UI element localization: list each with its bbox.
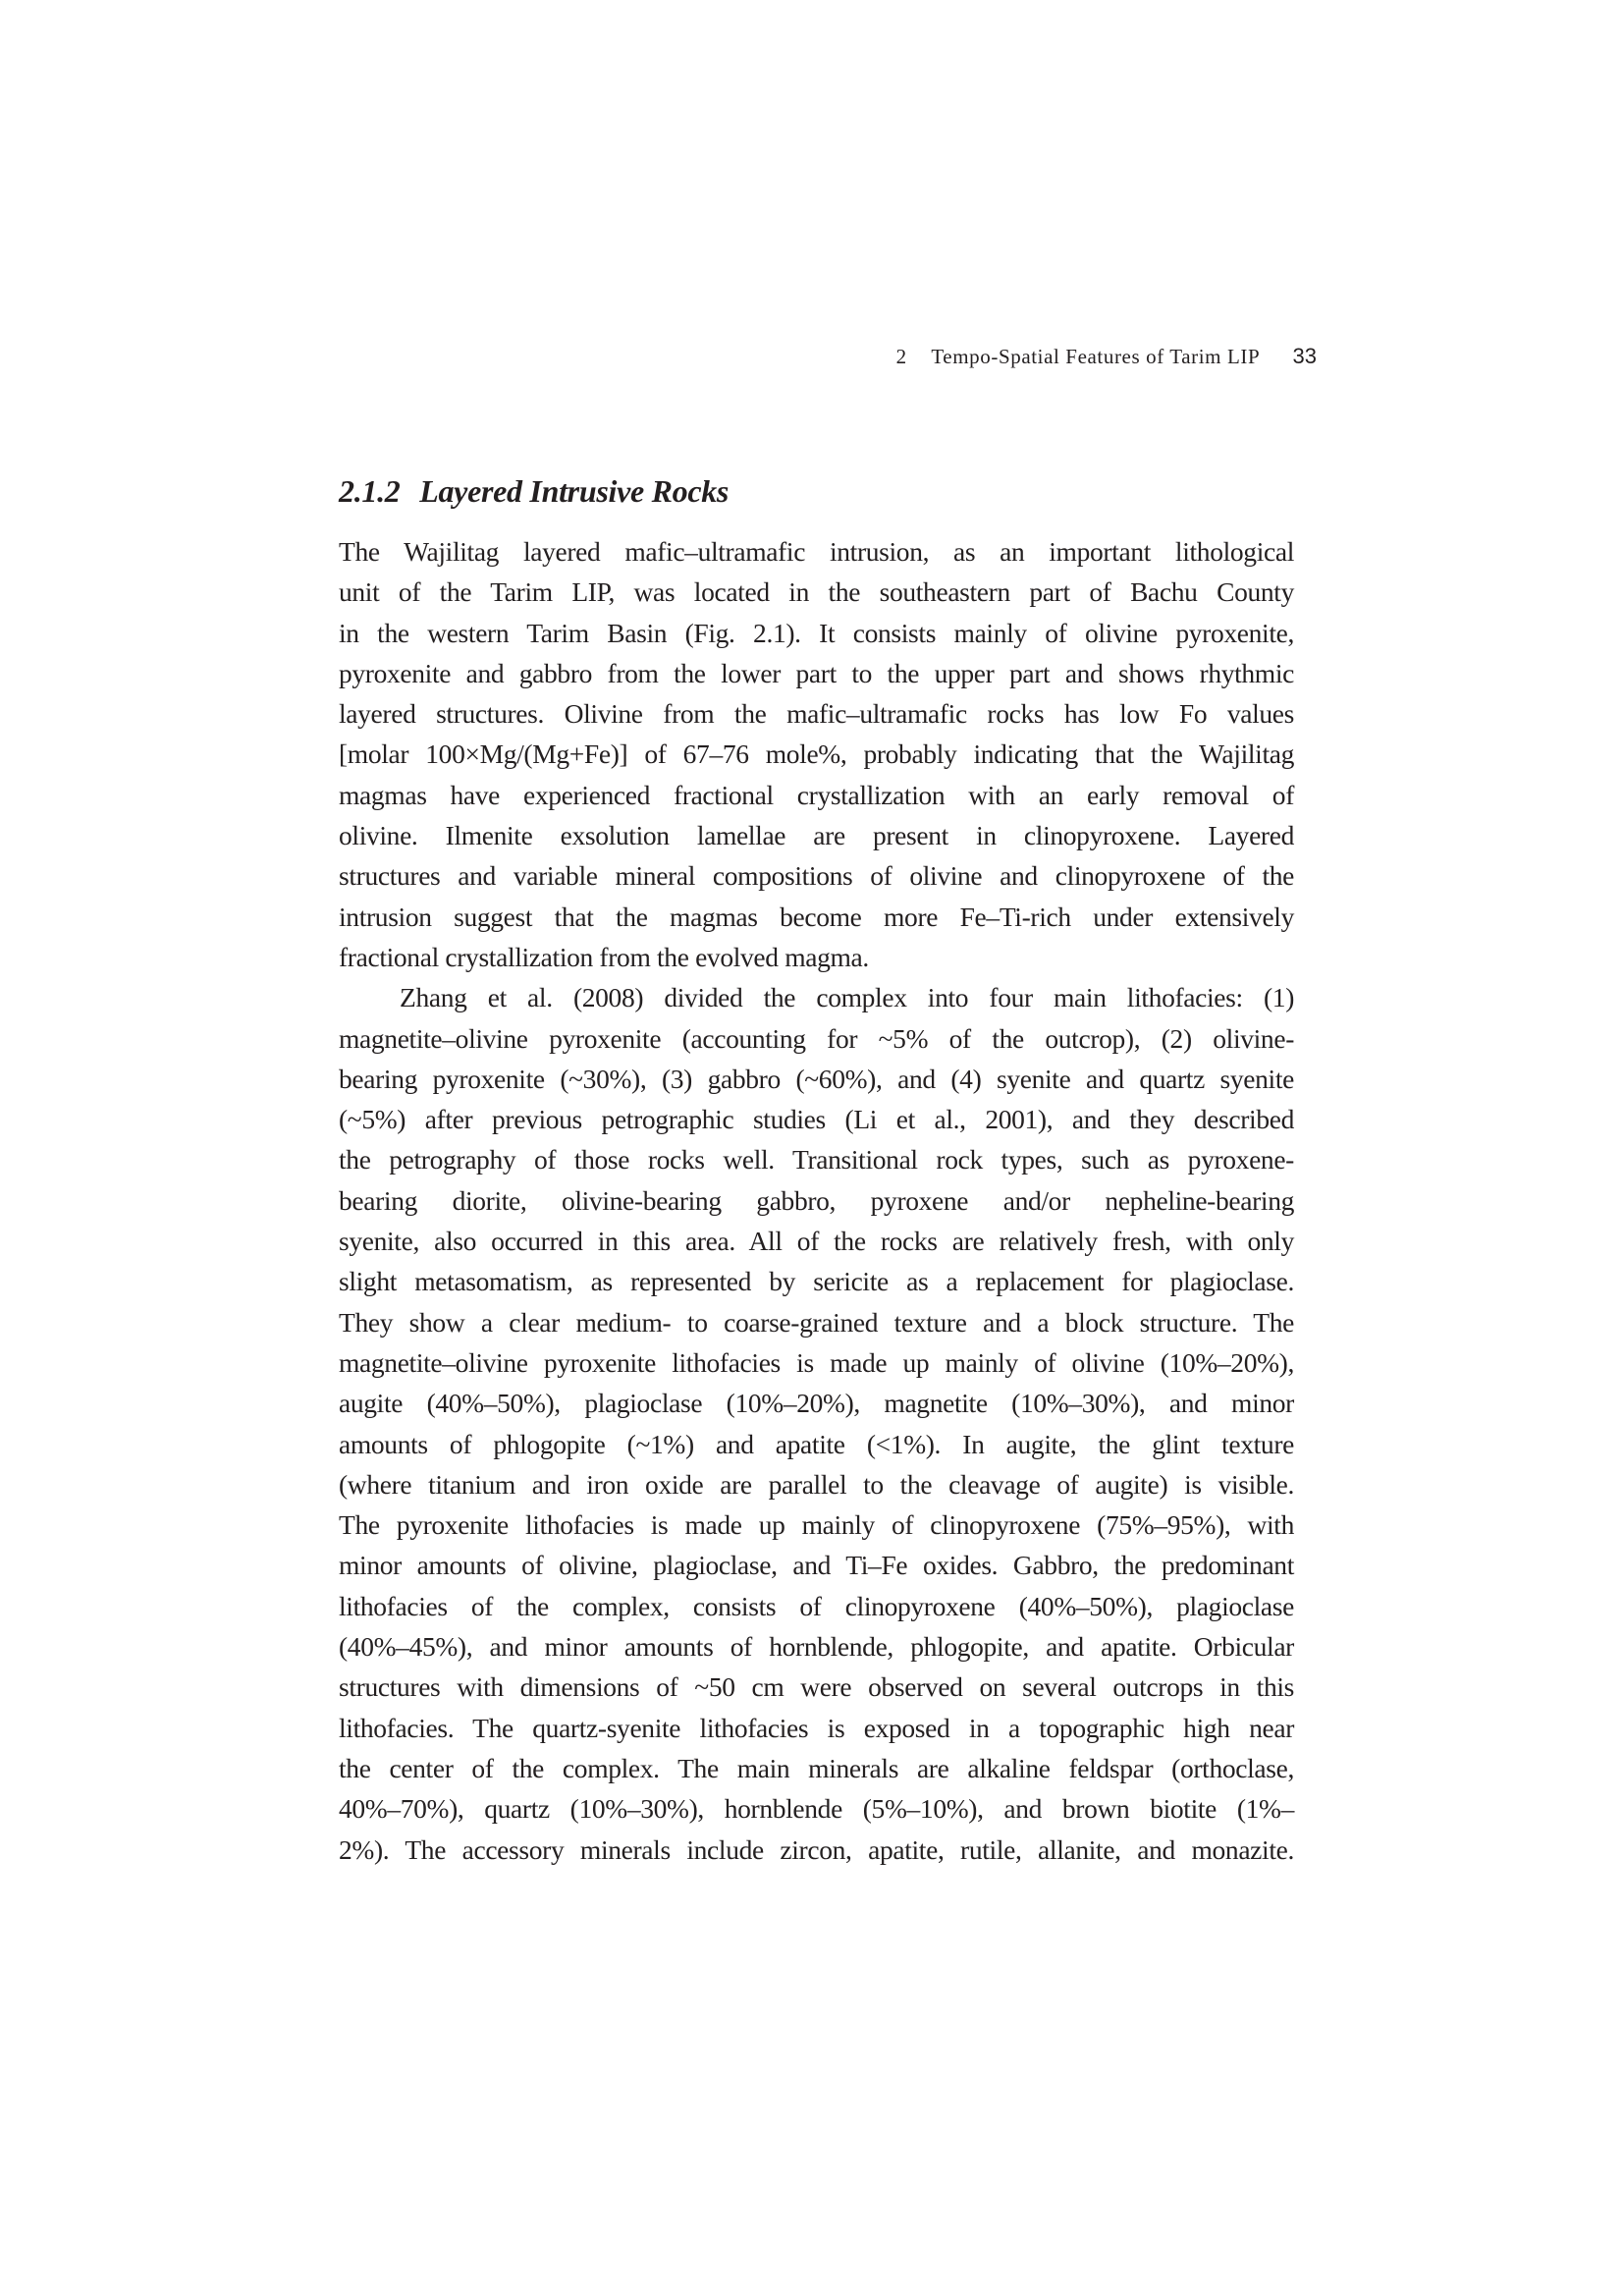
text-line: magnetite–olivine pyroxenite lithofacies is made up mainly of olivine (10%–20%), (339, 1346, 1294, 1378)
text-line: 2%). The accessory minerals include zircon, apatite, rutile, allanite, and monazite. (339, 1833, 1294, 1865)
page-number: 33 (1292, 344, 1317, 368)
text-line: The Wajilitag layered mafic–ultramafic intrusion, as an important lithological (339, 536, 1294, 567)
text-line: lithofacies of the complex, consists of clinopyroxene (40%–50%), plagioclase (339, 1590, 1294, 1621)
text-line: structures with dimensions of ~50 cm were observed on several outcrops in this (339, 1671, 1294, 1703)
text-line: 40%–70%), quartz (10%–30%), hornblende (5%–10%), and brown biotite (1%– (339, 1793, 1294, 1825)
text-line: slight metasomatism, as represented by sericite as a replacement for plagioclase. (339, 1266, 1294, 1297)
body-text (339, 531, 1294, 1870)
text-line: minor amounts of olivine, plagioclase, and Ti–Fe oxides. Gabbro, the predominant (339, 1550, 1294, 1581)
text-line: magnetite–olivine pyroxenite (accounting for ~5% of the outcrop), (2) olivine- (339, 1022, 1294, 1054)
section-number: 2.1.2 (339, 473, 401, 509)
text-line: pyroxenite and gabbro from the lower part to the upper part and shows rhythmic (339, 657, 1294, 688)
text-line: They show a clear medium- to coarse-grained texture and a block structure. The (339, 1306, 1294, 1338)
text-line: [molar 100×Mg/(Mg+Fe)] of 67–76 mole%, probably indicating that the Wajilitag (339, 738, 1294, 770)
text-line: fractional crystallization from the evolved magma. (339, 941, 869, 972)
text-line: olivine. Ilmenite exsolution lamellae are present in clinopyroxene. Layered (339, 820, 1294, 851)
text-line: augite (40%–50%), plagioclase (10%–20%), magnetite (10%–30%), and minor (339, 1388, 1294, 1419)
text-line: the petrography of those rocks well. Transitional rock types, such as pyroxene- (339, 1144, 1294, 1175)
text-line: magmas have experienced fractional crystallization with an early removal of (339, 779, 1294, 810)
chapter-number: 2 (895, 345, 907, 368)
section-heading (339, 469, 729, 513)
text-line: lithofacies. The quartz-syenite lithofacies is exposed in a topographic high near (339, 1712, 1294, 1743)
text-line: the center of the complex. The main minerals are alkaline feldspar (orthoclase, (339, 1752, 1294, 1783)
text-line: layered structures. Olivine from the mafic–ultramafic rocks has low Fo values (339, 698, 1294, 730)
running-header (896, 342, 1317, 371)
text-line: amounts of phlogopite (~1%) and apatite (<1%). In augite, the glint texture (339, 1428, 1294, 1459)
paragraph-2 (339, 977, 1294, 1870)
text-line: (where titanium and iron oxide are parallel to the cleavage of augite) is visible. (339, 1468, 1294, 1500)
text-line: (40%–45%), and minor amounts of hornblende, phlogopite, and apatite. Orbicular (339, 1631, 1294, 1663)
text-line: The pyroxenite lithofacies is made up mainly of clinopyroxene (75%–95%), with (339, 1509, 1294, 1541)
text-line: bearing diorite, olivine-bearing gabbro, pyroxene and/or nepheline-bearing (339, 1184, 1294, 1216)
text-line: (~5%) after previous petrographic studies (Li et al., 2001), and they described (339, 1104, 1294, 1135)
paragraph-1 (339, 531, 1294, 977)
text-line: structures and variable mineral compositions of olivine and clinopyroxene of the (339, 860, 1294, 892)
text-line: unit of the Tarim LIP, was located in the southeastern part of Bachu County (339, 576, 1294, 608)
text-line: syenite, also occurred in this area. All of the rocks are relatively fresh, with only (339, 1226, 1294, 1257)
chapter-title: Tempo-Spatial Features of Tarim LIP (931, 345, 1261, 368)
section-title: Layered Intrusive Rocks (419, 473, 730, 509)
text-line: intrusion suggest that the magmas become more Fe–Ti-rich under extensively (339, 901, 1294, 932)
text-line: bearing pyroxenite (~30%), (3) gabbro (~60%), and (4) syenite and quartz syenite (339, 1063, 1294, 1094)
text-line: Zhang et al. (2008) divided the complex into four main lithofacies: (1) (400, 982, 1294, 1013)
text-line: in the western Tarim Basin (Fig. 2.1). It consists mainly of olivine pyroxenite, (339, 617, 1294, 648)
